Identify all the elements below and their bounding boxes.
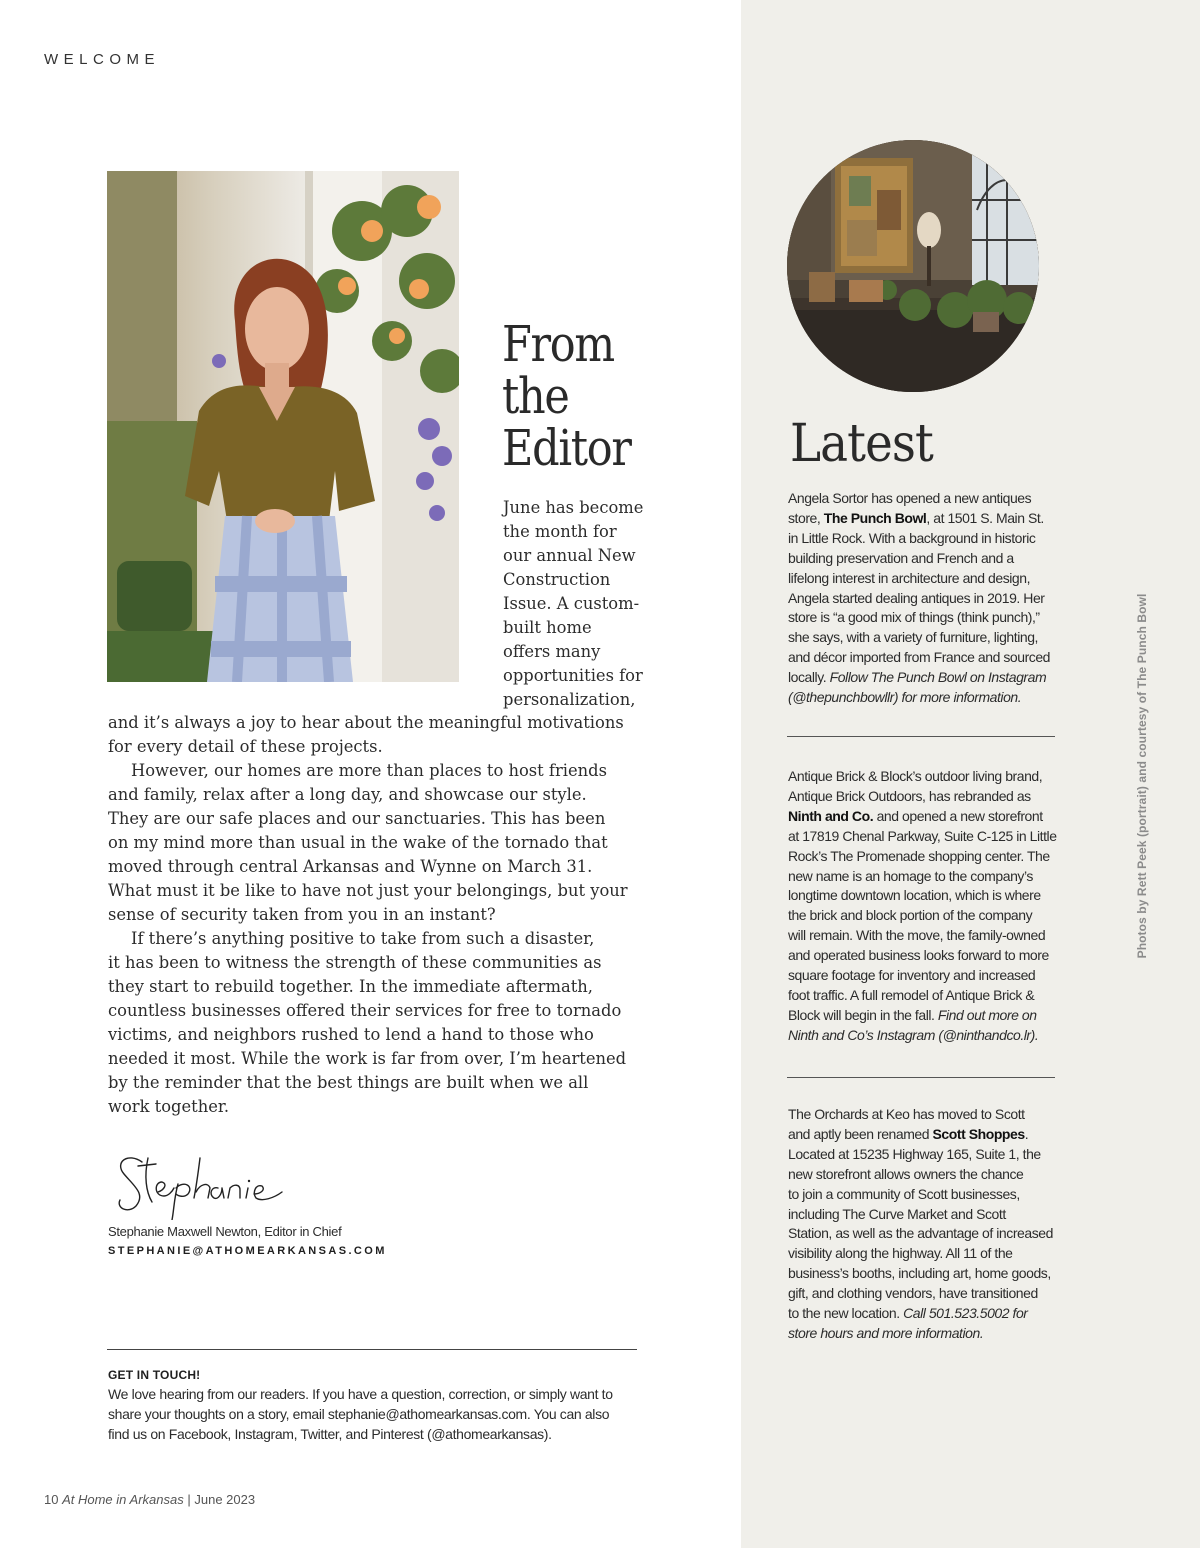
news-text-run: Station, as well as the advantage of increased	[788, 1225, 1053, 1242]
photo-credit: Photos by Rett Peek (portrait) and courtesy of The Punch Bowl	[1135, 593, 1149, 959]
news-text-line	[788, 628, 1118, 648]
editor-text-line: they start to rebuild together. In the immediate aftermath,	[108, 977, 593, 997]
news-text-line	[788, 1165, 1118, 1185]
news-call-to-action: Ninth and Co’s Instagram (@ninthandco.lr).	[788, 1026, 1039, 1043]
news-text-line	[788, 668, 1118, 688]
news-text-run: Rock’s The Promenade shopping center. The	[788, 847, 1050, 864]
news-text-run: square footage for inventory and increased	[788, 967, 1036, 984]
editor-text-line: it has been to witness the strength of these communities as	[108, 953, 602, 973]
editor-text-line: However, our homes are more than places to host friends	[131, 761, 607, 781]
news-text-line	[788, 1284, 1118, 1304]
editor-text-line: If there’s anything positive to take from such a disaster,	[131, 929, 595, 949]
news-text-line	[788, 1006, 1118, 1026]
editor-text-line: victims, and neighbors rushed to lend a hand to those who	[108, 1025, 594, 1045]
news-text-run: to the new location.	[788, 1305, 904, 1322]
news-item-ninth-and-co	[788, 767, 1118, 1046]
news-text-line	[788, 1145, 1118, 1165]
editor-text-line: work together.	[108, 1097, 230, 1117]
editor-text-line: June has become	[503, 498, 644, 518]
news-text-line	[788, 946, 1118, 966]
news-text-run: gift, and clothing vendors, have transitioned	[788, 1285, 1038, 1302]
news-text-run: lifelong interest in architecture and design,	[788, 569, 1031, 586]
editor-text-line: They are our safe places and our sanctuaries. This has been	[108, 809, 606, 829]
editor-portrait-photo	[107, 171, 459, 682]
get-in-touch-heading: GET IN TOUCH!	[108, 1368, 201, 1382]
news-text-run: she says, with a variety of furniture, lighting,	[788, 629, 1038, 646]
news-text-run: foot traffic. A full remodel of Antique Brick &	[788, 986, 1035, 1003]
news-text-line	[788, 509, 1118, 529]
page-footer	[44, 1492, 255, 1507]
news-text-run: and aptly been renamed	[788, 1125, 933, 1142]
news-text-run: longtime downtown location, which is where	[788, 887, 1041, 904]
get-in-touch-text-line: share your thoughts on a story, email stephanie@athomearkansas.com. You can also	[108, 1406, 610, 1422]
news-text-line	[788, 688, 1118, 708]
news-text-line	[788, 1224, 1118, 1244]
news-text-run: store,	[788, 509, 824, 526]
latest-title: Latest	[790, 414, 933, 474]
editor-title-line: the	[502, 367, 569, 425]
news-text-run: Block will begin in the fall.	[788, 1006, 938, 1023]
news-text-line	[788, 1185, 1118, 1205]
editor-text-line: for every detail of these projects.	[108, 737, 383, 757]
editor-title-line: From	[502, 315, 614, 373]
news-text-line	[788, 847, 1118, 867]
news-text-run: .	[1024, 1125, 1029, 1142]
news-call-to-action: store hours and more information.	[788, 1324, 984, 1341]
editor-text-line: personalization,	[503, 690, 636, 710]
news-text-line	[788, 867, 1118, 887]
page-number: 10	[44, 1492, 59, 1507]
news-text-line	[788, 1125, 1118, 1145]
news-text-run: new name is an homage to the company’s	[788, 867, 1033, 884]
section-label: WELCOME	[44, 51, 161, 68]
news-divider	[787, 736, 1055, 737]
editor-text-line: on my mind more than usual in the wake of the tornado that	[108, 833, 608, 853]
news-text-line	[788, 1105, 1118, 1125]
magazine-name: At Home in Arkansas	[62, 1492, 184, 1507]
news-call-to-action: (@thepunchbowllr) for more information.	[788, 689, 1022, 706]
editor-text-line: Construction	[503, 570, 611, 590]
editor-title-line: Editor	[502, 419, 631, 477]
news-text-line	[788, 787, 1118, 807]
punch-bowl-store-photo	[787, 140, 1039, 392]
editor-text-line: sense of security taken from you in an instant?	[108, 905, 496, 925]
news-text-run: The Orchards at Keo has moved to Scott	[788, 1106, 1025, 1122]
news-text-run: including The Curve Market and Scott	[788, 1205, 1006, 1222]
news-business-name: Ninth and Co.	[788, 807, 874, 824]
news-text-line	[788, 1324, 1118, 1344]
news-text-line	[788, 767, 1118, 787]
editor-text-line: our annual New	[503, 546, 636, 566]
news-text-line	[788, 966, 1118, 986]
editor-email[interactable]: STEPHANIE@ATHOMEARKANSAS.COM	[108, 1245, 387, 1257]
editor-text-line: needed it most. While the work is far from over, I’m heartened	[108, 1049, 627, 1069]
editor-text-line: Issue. A custom-	[503, 594, 640, 614]
news-text-line	[788, 827, 1118, 847]
news-text-run: to join a community of Scott businesses,	[788, 1185, 1020, 1202]
news-text-run: will remain. With the move, the family-owned	[788, 927, 1046, 944]
news-text-line	[788, 1205, 1118, 1225]
news-text-run: and operated business looks forward to more	[788, 947, 1049, 964]
news-item-scott-shoppes	[788, 1105, 1118, 1344]
news-text-line	[788, 1026, 1118, 1046]
news-text-line	[788, 1244, 1118, 1264]
news-text-line	[788, 589, 1118, 609]
issue-date: June 2023	[194, 1492, 256, 1507]
news-text-run: Angela Sortor has opened a new antiques	[788, 490, 1032, 506]
news-text-run: Antique Brick & Block’s outdoor living brand,	[788, 768, 1043, 784]
news-text-run: visibility along the highway. All 11 of the	[788, 1245, 1013, 1262]
news-text-run: business’s booths, including art, home goods,	[788, 1265, 1051, 1282]
get-in-touch-text-line: find us on Facebook, Instagram, Twitter, and Pinterest (@athomearkansas).	[108, 1426, 552, 1442]
news-text-run: store is “a good mix of things (think punch),”	[788, 609, 1040, 626]
editor-text-line: opportunities for	[503, 666, 643, 686]
news-text-line	[788, 569, 1118, 589]
editor-text-line: by the reminder that the best things are built when we all	[108, 1073, 589, 1093]
news-text-line	[788, 608, 1118, 628]
news-text-line	[788, 489, 1118, 509]
news-text-line	[788, 906, 1118, 926]
editor-text-line: countless businesses offered their services for free to tornado	[108, 1001, 622, 1021]
news-text-run: and décor imported from France and sourced	[788, 649, 1051, 666]
editor-text-line: and it’s always a joy to hear about the meaningful motivations	[108, 713, 624, 733]
editor-text-line: the month for	[503, 522, 617, 542]
editor-text-line: offers many	[503, 642, 601, 662]
footer-separator: |	[187, 1492, 191, 1507]
editor-text-line: and family, relax after a long day, and showcase our style.	[108, 785, 587, 805]
news-text-run: new storefront allows owners the chance	[788, 1165, 1024, 1182]
news-text-run: at 17819 Chenal Parkway, Suite C-125 in Little	[788, 827, 1057, 844]
news-text-line	[788, 529, 1118, 549]
divider-rule	[107, 1349, 637, 1350]
news-call-to-action: Call 501.523.5002 for	[903, 1305, 1028, 1322]
editor-title	[502, 315, 700, 477]
news-text-line	[788, 926, 1118, 946]
news-text-line	[788, 986, 1118, 1006]
get-in-touch-text-line: We love hearing from our readers. If you have a question, correction, or simply want to	[108, 1386, 613, 1402]
news-text-run: Located at 15235 Highway 165, Suite 1, the	[788, 1145, 1041, 1162]
news-divider	[787, 1077, 1055, 1078]
news-text-line	[788, 1264, 1118, 1284]
news-item-punch-bowl	[788, 489, 1118, 708]
news-text-run: building preservation and French and a	[788, 549, 1014, 566]
editor-text-line: What must it be like to have not just your belongings, but your	[108, 881, 628, 901]
news-text-run: Angela started dealing antiques in 2019. Her	[788, 589, 1045, 606]
news-text-run: , at 1501 S. Main St.	[926, 509, 1044, 526]
news-text-run: the brick and block portion of the company	[788, 907, 1033, 924]
news-text-line	[788, 648, 1118, 668]
editor-signature	[108, 1148, 308, 1220]
news-text-run: in Little Rock. With a background in historic	[788, 529, 1036, 546]
news-call-to-action: Find out more on	[937, 1006, 1037, 1023]
editor-text-line: moved through central Arkansas and Wynne on March 31.	[108, 857, 593, 877]
news-text-line	[788, 1304, 1118, 1324]
news-text-run: Antique Brick Outdoors, has rebranded as	[788, 787, 1031, 804]
news-text-line	[788, 807, 1118, 827]
news-text-line	[788, 549, 1118, 569]
news-business-name: The Punch Bowl	[823, 509, 927, 526]
news-text-line	[788, 886, 1118, 906]
news-call-to-action: Follow The Punch Bowl on Instagram	[829, 669, 1047, 686]
news-text-run: locally.	[788, 669, 830, 686]
editor-text-line: built home	[503, 618, 592, 638]
news-business-name: Scott Shoppes	[932, 1125, 1025, 1142]
signer-name-title: Stephanie Maxwell Newton, Editor in Chief	[108, 1224, 342, 1239]
news-text-run: and opened a new storefront	[873, 807, 1043, 824]
